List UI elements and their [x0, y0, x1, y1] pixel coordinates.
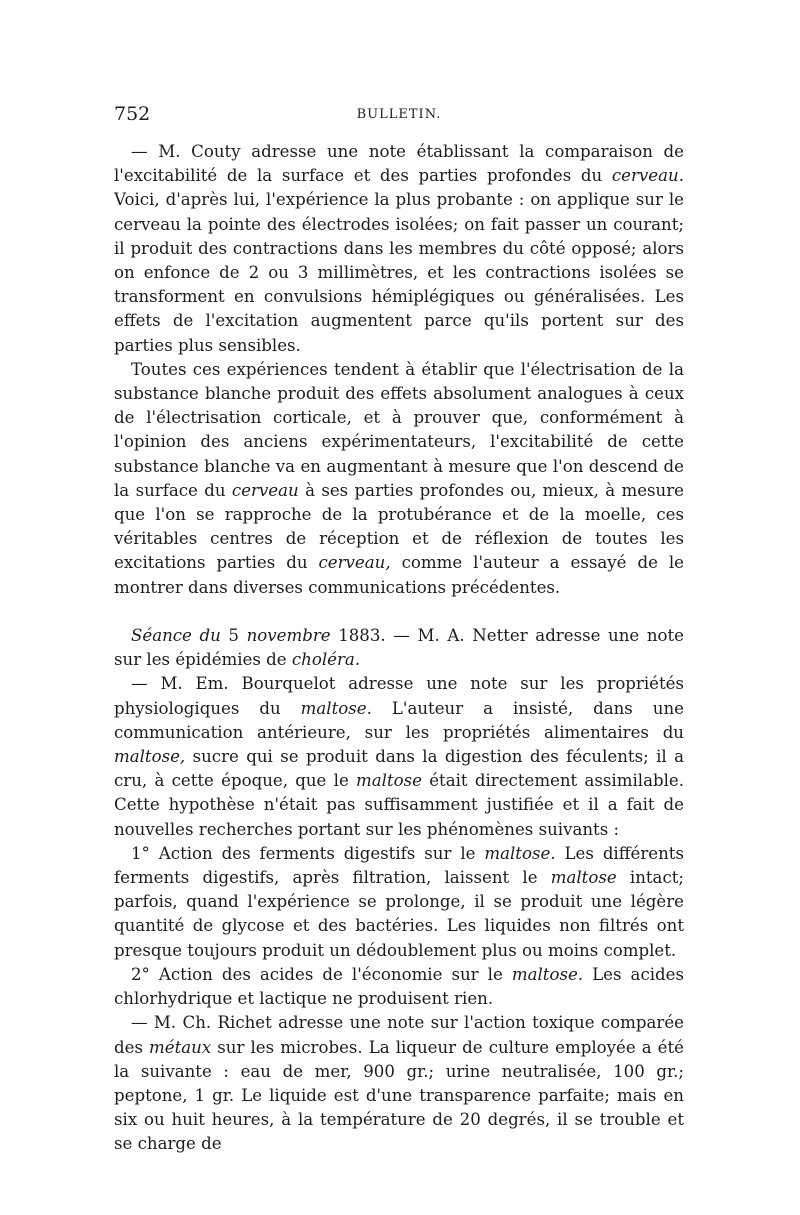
paragraph-seance: Séance du 5 novembre 1883. — M. A. Netter adresse une note sur les épidémies de choléra. — [114, 626, 684, 670]
paragraph-acides: 2° Action des acides de l'économie sur le maltose. Les acides chlorhydrique et lactique ne produisent rien. — [114, 964, 684, 1009]
paragraph-richet: — M. Ch. Richet adresse une note sur l'action toxique comparée des métaux sur les microbes. La liqueur de culture employée a été la suivante : eau de mer, 900 gr.; urine neutralisée, 100 gr.; peptone, 1 gr. Le liquide est d'une transparence parfaite; mais en six ou huit heures, à la température de 20 degrés, il se trouble et se charge de — [114, 1013, 684, 1154]
paragraph-electrisation: Toutes ces expériences tendent à établir que l'électrisation de la substance blanche produit des effets absolument analogues à ceux de l'électrisation corticale, et à prouver que, conformément à l'opinion des anciens expérimentateurs, l'excitabilité de cette substance blanche va en augmentant à mesure que l'on descend de la surface du cerveau à ses parties profondes ou, mieux, à mesure que l'on se rapproche de la protubérance et de la moelle, ces véritables centres de réception et de réflexion de toutes les excitations parties du cerveau, comme l'auteur a essayé de le montrer dans diverses communications précédentes. — [114, 359, 684, 597]
paragraph-couty: — M. Couty adresse une note établissant la comparaison de l'excitabilité de la surface et des parties profondes du cerveau. Voici, d'après lui, l'expérience la plus probante : on applique sur le cerveau la pointe des électrodes isolées; on fait passer un courant; il produit des contractions dans les membres du côté opposé; alors on enfonce de 2 ou 3 millimètres, et les contractions isolées se transforment en convulsions hémiplégiques ou généralisées. Les effets de l'excitation augmentent parce qu'ils portent sur des parties plus sensibles. — [114, 142, 684, 355]
paragraph-bourquelot: — M. Em. Bourquelot adresse une note sur les propriétés physiologiques du maltose. L'auteur a insisté, dans une communication antérieure, sur les propriétés alimentaires du maltose, sucre qui se produit dans la digestion des féculents; il a cru, à cette époque, que le maltose était directement assimilable. Cette hypothèse n'était pas suffisamment justifiée et il a fait de nouvelles recherches portant sur les phénomènes suivants : — [114, 674, 684, 839]
running-title: BULLETIN. — [356, 107, 442, 122]
body-text — [114, 140, 684, 1157]
page-header — [114, 103, 684, 129]
page-number: 752 — [114, 103, 151, 125]
paragraph-ferments: 1° Action des ferments digestifs sur le maltose. Les différents ferments digestifs, après filtration, laissent le maltose intact; parfois, quand l'expérience se prolonge, il se produit une légère quantité de glycose et des bactéries. Les liquides non filtrés ont presque toujours produit un dédoublement plus ou moins complet. — [114, 843, 684, 960]
